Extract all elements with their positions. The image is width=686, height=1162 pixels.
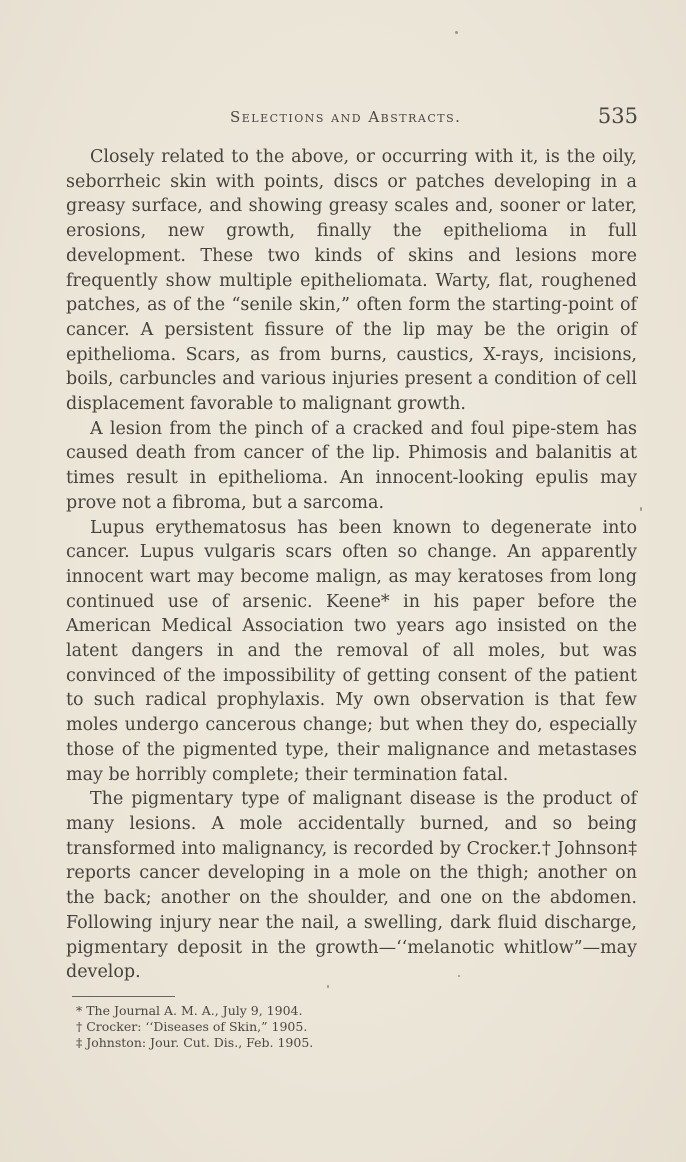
footnote-keene: * The Journal A. M. A., July 9, 1904. [76, 1003, 303, 1018]
footnote-crocker: † Crocker: ‘‘Diseases of Skin,” 1905. [76, 1019, 308, 1034]
footnote-johnston: ‡ Johnston: Jour. Cut. Dis., Feb. 1905. [76, 1035, 314, 1050]
paper-speck [458, 975, 460, 977]
footnote-rule [72, 996, 175, 997]
page-number: 535 [597, 104, 638, 128]
footnotes [76, 1003, 576, 1051]
paper-speck [640, 507, 642, 511]
paper-speck [455, 31, 458, 34]
paragraph-pigmentary: The pigmentary type of malignant disease is the product of many lesions. A mole accidentally burned, and so being transformed into malignancy, is recorded by Crocker.† Johnson‡ reports cancer developing in a mole on the thigh; another on the back; another on the shoulder, and one on the abdomen. Following injury near the nail, a swelling, dark fluid discharge, pigmentary deposit in the growth—‘‘melanotic whitlow”—may develop. [66, 789, 637, 983]
running-head [64, 104, 642, 136]
paper-speck [327, 985, 329, 988]
paragraph-oily-skin: Closely related to the above, or occurring with it, is the oily, seborrheic skin with points, discs or patches developing in a greasy surface, and showing greasy scales and, sooner or later, erosions, new growth, finally the epithelioma in full development. These two kinds of skins and lesions more frequently show multiple epitheliomata. Warty, flat, roughened patches, as of the “senile skin,” often form the starting-point of cancer. A persistent fissure of the lip may be the origin of epithelioma. Scars, as from burns, caustics, X-rays, incisions, boils, carbuncles and various injuries present a condition of cell displacement favorable to malignant growth. [66, 147, 637, 415]
body-text [66, 145, 637, 985]
paragraph-lupus: Lupus erythematosus has been known to degenerate into cancer. Lupus vulgaris scars often so change. An apparently innocent wart may become malign, as may keratoses from long continued use of arsenic. Keene* in his paper before the American Medical Association two years ago insisted on the latent dangers in and the removal of all moles, but was convinced of the impossibility of getting consent of the patient to such radical prophylaxis. My own observation is that few moles undergo cancerous change; but when they do, especially those of the pigmented type, their malignance and metastases may be horribly complete; their termination fatal. [66, 517, 637, 785]
paragraph-pipe-stem: A lesion from the pinch of a cracked and foul pipe-stem has caused death from cancer of the lip. Phimosis and balanitis at times result in epithelioma. An innocent-looking epulis may prove not a fibroma, but a sarcoma. [66, 418, 637, 513]
running-title: Selections and Abstracts. [230, 108, 462, 126]
